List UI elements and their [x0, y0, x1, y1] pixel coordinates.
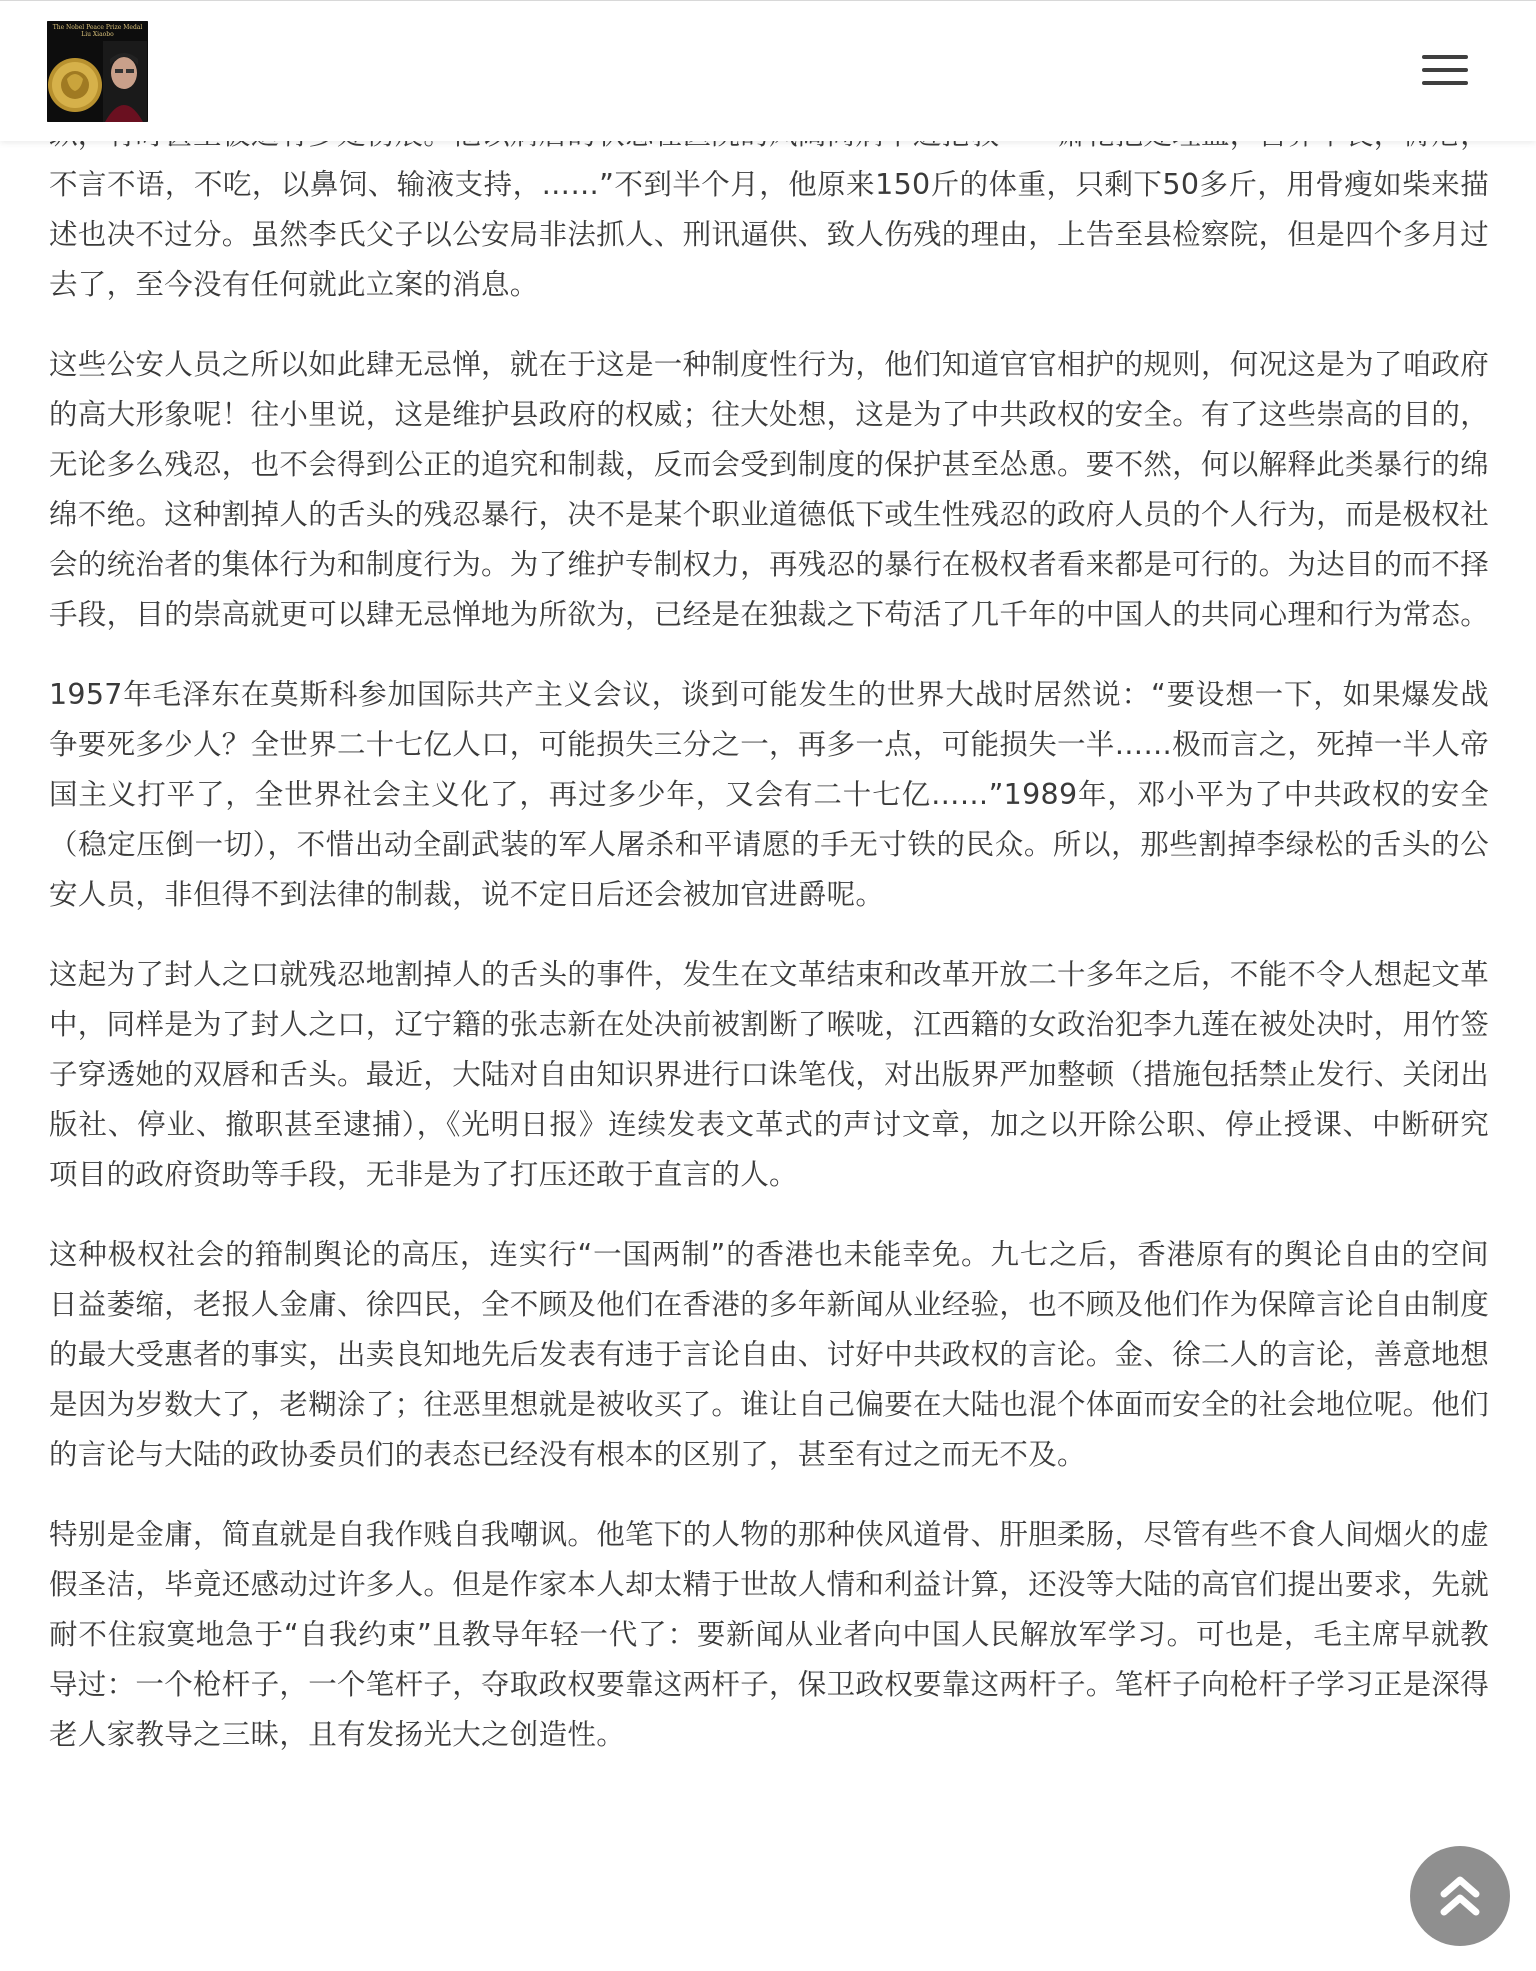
logo-caption: The Nobel Peace Prize Medal Liu Xiaobo: [52, 24, 143, 38]
menu-button[interactable]: [1414, 47, 1476, 93]
hamburger-menu-icon: [1422, 81, 1468, 85]
article-paragraph: 1957年毛泽东在莫斯科参加国际共产主义会议，谈到可能发生的世界大战时居然说：“要设想一下，如果爆发战争要死多少人？全世界二十七亿人口，可能损失三分之一，再多一点，可能损失一半……极而言之，死掉一半人帝国主义打平了，全世界社会主义化了，再过多少年，又会有二十七亿……”1989年，邓小平为了中共政权的安全（稳定压倒一切），不惜出动全副武装的军人屠杀和平请愿的手无寸铁的民众。所以，那些割掉李绿松的舌头的公安人员，非但得不到法律的制裁，说不定日后还会被加官进爵呢。: [49, 678, 1490, 911]
article-paragraph: 不言不语，不吃，以鼻饲、输液支持，……”不到半个月，他原来150斤的体重，只剩下50多斤，用骨瘦如柴来描述也决不过分。虽然李氏父子以公安局非法抓人、刑讯逼供、致人伤残的理由，上告至县检察院，但是四个多月过去了，至今没有任何就此立案的消息。: [49, 168, 1490, 301]
scroll-to-top-button[interactable]: [1410, 1846, 1510, 1946]
double-chevron-up-icon: [1438, 1872, 1482, 1920]
article-paragraph: 这种极权社会的箝制舆论的高压，连实行“一国两制”的香港也未能幸免。九七之后，香港原有的舆论自由的空间日益萎缩，老报人金庸、徐四民，全不顾及他们在香港的多年新闻从业经验，也不顾及他们作为保障言论自由制度的最大受惠者的事实，出卖良知地先后发表有违于言论自由、讨好中共政权的言论。金、徐二人的言论，善意地想是因为岁数大了，老糊涂了；往恶里想就是被收买了。谁让自己偏要在大陆也混个体面而安全的社会地位呢。他们的言论与大陆的政协委员们的表态已经没有根本的区别了，甚至有过之而无不及。: [49, 1238, 1490, 1471]
article-paragraph: 特别是金庸，简直就是自我作贱自我嘲讽。他笔下的人物的那种侠风道骨、肝胆柔肠，尽管有些不食人间烟火的虚假圣洁，毕竟还感动过许多人。但是作家本人却太精于世故人情和利益计算，还没等大陆的高官们提出要求，先就耐不住寂寞地急于“自我约束”且教导年轻一代了：要新闻从业者向中国人民解放军学习。可也是，毛主席早就教导过：一个枪杆子，一个笔杆子，夺取政权要靠这两杆子，保卫政权要靠这两杆子。笔杆子向枪杆子学习正是深得老人家教导之三昧，且有发扬光大之创造性。: [49, 1518, 1490, 1751]
article-paragraph: 这些公安人员之所以如此肆无忌惮，就在于这是一种制度性行为，他们知道官官相护的规则，何况这是为了咱政府的高大形象呢！往小里说，这是维护县政府的权威；往大处想，这是为了中共政权的安全。有了这些崇高的目的，无论多么残忍，也不会得到公正的追究和制裁，反而会受到制度的保护甚至怂恿。要不然，何以解释此类暴行的绵绵不绝。这种割掉人的舌头的残忍暴行，决不是某个职业道德低下或生性残忍的政府人员的个人行为，而是极权社会的统治者的集体行为和制度行为。为了维护专制权力，再残忍的暴行在极权者看来都是可行的。为达目的而不择手段，目的崇高就更可以肆无忌惮地为所欲为，已经是在独裁之下苟活了几千年的中国人的共同心理和行为常态。: [49, 348, 1490, 631]
article-body: [49, 110, 1489, 1790]
site-header: [0, 0, 1536, 141]
article-paragraph: 这起为了封人之口就残忍地割掉人的舌头的事件，发生在文革结束和改革开放二十多年之后，不能不令人想起文革中，同样是为了封人之口，辽宁籍的张志新在处决前被割断了喉咙，江西籍的女政治犯李九莲在被处决时，用竹签子穿透她的双唇和舌头。最近，大陆对自由知识界进行口诛笔伐，对出版界严加整顿（措施包括禁止发行、关闭出版社、停业、撤职甚至逮捕），《光明日报》连续发表文革式的声讨文章，加之以开除公职、停止授课、中断研究项目的政府资助等手段，无非是为了打压还敢于直言的人。: [49, 958, 1490, 1191]
hamburger-menu-icon: [1422, 68, 1468, 72]
hamburger-menu-icon: [1422, 55, 1468, 59]
site-logo[interactable]: [47, 21, 148, 122]
